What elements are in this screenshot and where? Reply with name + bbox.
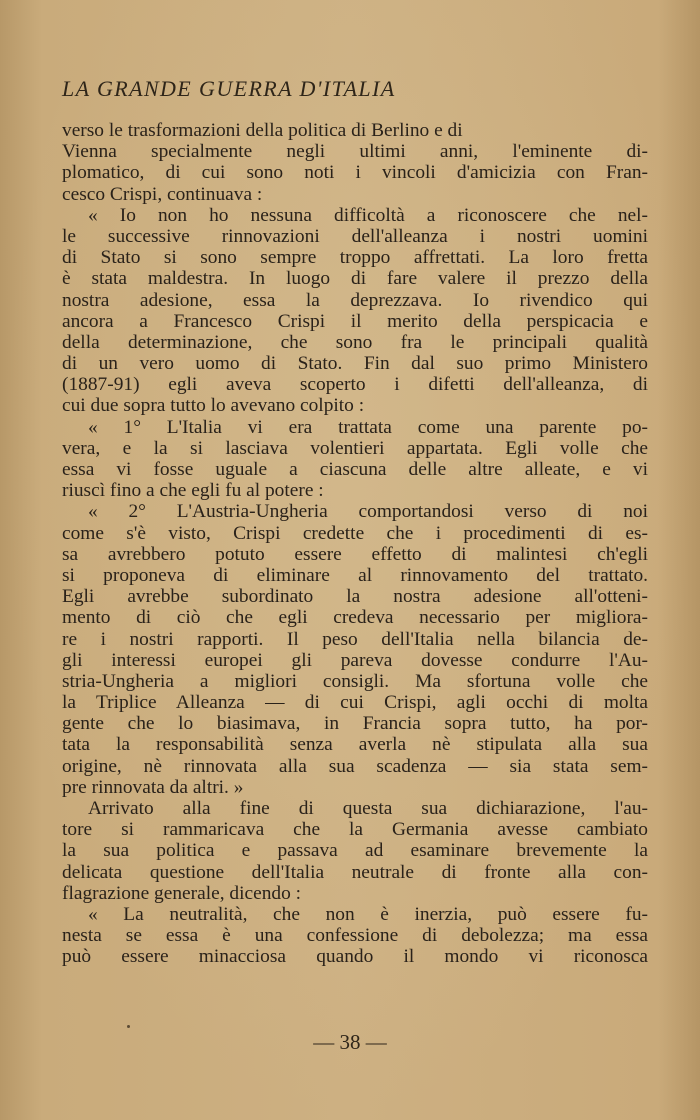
text-line: la sua politica e passava ad esaminare brevemente la [62,840,648,862]
text-line: Egli avrebbe subordinato la nostra adesione all'otteni- [62,586,648,608]
text-line: riuscì fino a che egli fu al potere : [62,480,324,502]
text-line: di Stato si sono sempre troppo affrettati. La loro fretta [62,247,648,269]
text-line: la Triplice Alleanza — di cui Crispi, agli occhi di molta [62,692,648,714]
text-line: nesta se essa è una confessione di debolezza; ma essa [62,925,648,947]
text-line: verso le trasformazioni della politica di Berlino e di [62,120,463,141]
text-line: nostra adesione, essa la deprezzava. Io rivendico qui [62,289,648,311]
text-line: flagrazione generale, dicendo : [62,882,302,904]
text-line: « La neutralità, che non è inerzia, può essere fu- [88,903,648,925]
text-line: si proponeva di eliminare al rinnovamento del trattato. [62,564,648,586]
text-line: cui due sopra tutto lo avevano colpito : [62,395,365,417]
ink-speck [127,1025,130,1028]
text-line: « Io non ho nessuna difficoltà a riconoscere che nel- [88,204,648,226]
text-line: può essere minacciosa quando il mondo vi riconosca [62,946,648,968]
text-line: « 1° L'Italia vi era trattata come una parente po- [88,416,648,438]
text-line: cesco Crispi, continuava : [62,183,263,205]
text-line: è stata maldestra. In luogo di fare valere il prezzo della [62,268,648,290]
text-line: (1887-91) egli aveva scoperto i difetti dell'alleanza, di [62,374,648,396]
text-line: « 2° L'Austria-Ungheria comportandosi verso di noi [88,501,648,523]
text-line: come s'è visto, Crispi credette che i procedimenti di es- [62,522,648,544]
text-line: plomatico, di cui sono noti i vincoli d'amicizia con Fran- [62,162,648,184]
text-line: vera, e la si lasciava volentieri appartata. Egli volle che [62,437,648,459]
text-line: pre rinnovata da altri. » [62,776,244,798]
text-line: tore si rammaricava che la Germania avesse cambiato [62,819,648,841]
text-line: stria-Ungheria a migliori consigli. Ma sfortuna volle che [62,670,648,692]
text-line: le successive rinnovazioni dell'alleanza i nostri uomini [62,225,648,247]
text-line: re i nostri rapporti. Il peso dell'Italia nella bilancia de- [62,628,648,650]
text-line: Arrivato alla fine di questa sua dichiarazione, l'au- [88,798,648,819]
body-text [62,120,648,968]
text-line: della determinazione, che sono fra le principali qualità [62,331,648,353]
page-number: — 38 — [313,1030,387,1054]
text-line: origine, nè rinnovata alla sua scadenza — sia stata sem- [62,755,648,777]
text-line: tata la responsabilità senza averla nè stipulata alla sua [62,734,648,756]
text-line: essa vi fosse uguale a ciascuna delle altre alleate, e vi [62,459,648,480]
text-line: Vienna specialmente negli ultimi anni, l'eminente di- [62,141,648,163]
text-line: delicata questione dell'Italia neutrale di fronte alla con- [62,861,648,883]
text-line: di un vero uomo di Stato. Fin dal suo primo Ministero [62,353,648,375]
text-line: mento di ciò che egli credeva necessario per migliora- [62,607,648,629]
text-line: sa avrebbero potuto essere effetto di malintesi ch'egli [62,543,648,565]
text-line: ancora a Francesco Crispi il merito della perspicacia e [62,310,648,332]
running-title: LA GRANDE GUERRA D'ITALIA [62,76,396,101]
text-line: gli interessi europei gli pareva dovesse condurre l'Au- [62,649,648,671]
text-line: gente che lo biasimava, in Francia sopra tutto, ha por- [62,713,648,735]
